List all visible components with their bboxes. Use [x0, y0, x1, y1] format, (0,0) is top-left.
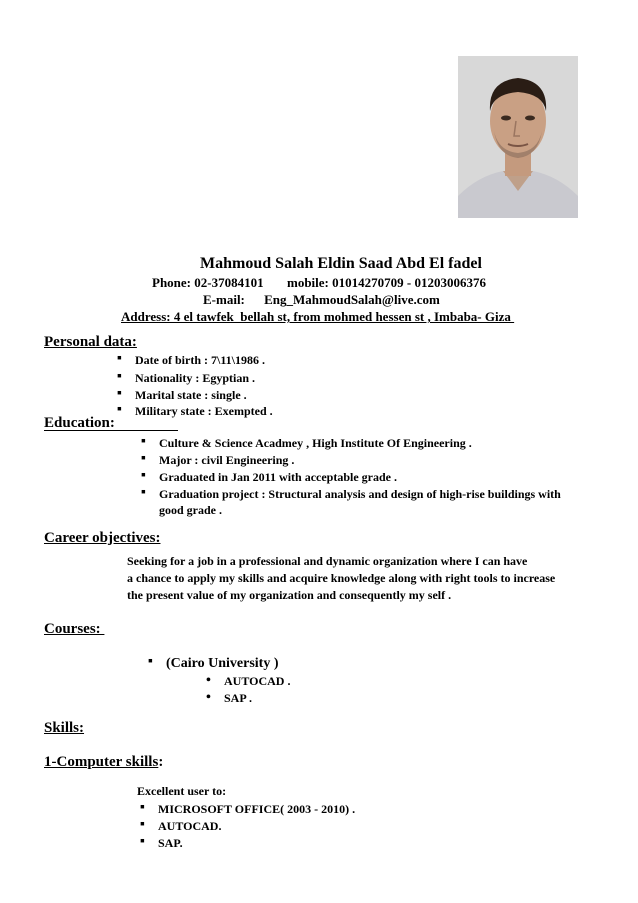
- email-value[interactable]: Eng_MahmoudSalah@live.com: [264, 292, 440, 307]
- career-objectives-heading: Career objectives:: [44, 530, 161, 546]
- phone-label: Phone:: [152, 275, 191, 290]
- computer-skills-heading: [44, 754, 163, 771]
- career-line: Seeking for a job in a professional and dynamic organization where I can have: [127, 554, 528, 568]
- phone-line: [152, 275, 264, 291]
- list-item: • AUTOCAD .: [224, 674, 290, 689]
- list-item: • SAP .: [224, 691, 252, 706]
- address-line: Address: 4 el tawfek bellah st, from mohmed hessen st , Imbaba- Giza: [121, 309, 515, 324]
- candidate-name: Mahmoud Salah Eldin Saad Abd El fadel: [200, 255, 482, 272]
- list-item: ▪ Graduation project : Structural analysis and design of high-rise buildings with: [159, 487, 561, 502]
- course-provider-name: Cairo University ): [170, 656, 279, 671]
- skills-heading: Skills:: [44, 720, 85, 736]
- list-item: ▪ Marital state : single .: [135, 388, 247, 403]
- phone-value: 02-37084101: [194, 275, 264, 290]
- list-item: ▪ Culture & Science Acadmey , High Institute Of Engineering .: [159, 436, 472, 451]
- list-item: ▪ MICROSOFT OFFICE( 2003 - 2010) .: [158, 802, 355, 817]
- mobile-label: mobile:: [287, 275, 329, 290]
- person-portrait-icon: [458, 56, 578, 218]
- email-line: [203, 292, 440, 308]
- mobile-value: 01014270709 - 01203006376: [332, 275, 486, 290]
- list-item: ▪ SAP.: [158, 836, 183, 851]
- course-provider-open: (: [166, 656, 171, 671]
- list-item-continuation: good grade .: [159, 503, 222, 517]
- mobile-line: [287, 275, 486, 291]
- career-line: the present value of my organization and consequently my self .: [127, 588, 452, 602]
- email-label: E-mail:: [203, 292, 245, 307]
- computer-skills-title: 1-Computer skills: [44, 754, 159, 770]
- list-item: ▪ Graduated in Jan 2011 with acceptable grade .: [159, 470, 397, 485]
- personal-data-heading: Personal data:: [44, 334, 137, 350]
- courses-heading: Courses:: [44, 621, 105, 637]
- list-item: ▪ Military state : Exempted .: [135, 404, 273, 419]
- skills-intro: Excellent user to:: [137, 784, 227, 798]
- education-heading: Education:: [44, 415, 115, 431]
- list-item: ▪ AUTOCAD.: [158, 819, 221, 834]
- computer-skills-colon: :: [158, 754, 164, 770]
- list-item: ▪ Major : civil Engineering .: [159, 453, 294, 468]
- course-provider: [166, 656, 279, 672]
- list-item: ▪ Date of birth : 7\11\1986 .: [135, 353, 265, 368]
- profile-photo: [458, 56, 578, 218]
- list-item: ▪ Nationality : Egyptian .: [135, 371, 255, 386]
- career-line: a chance to apply my skills and acquire knowledge along with right tools to increase: [127, 571, 556, 585]
